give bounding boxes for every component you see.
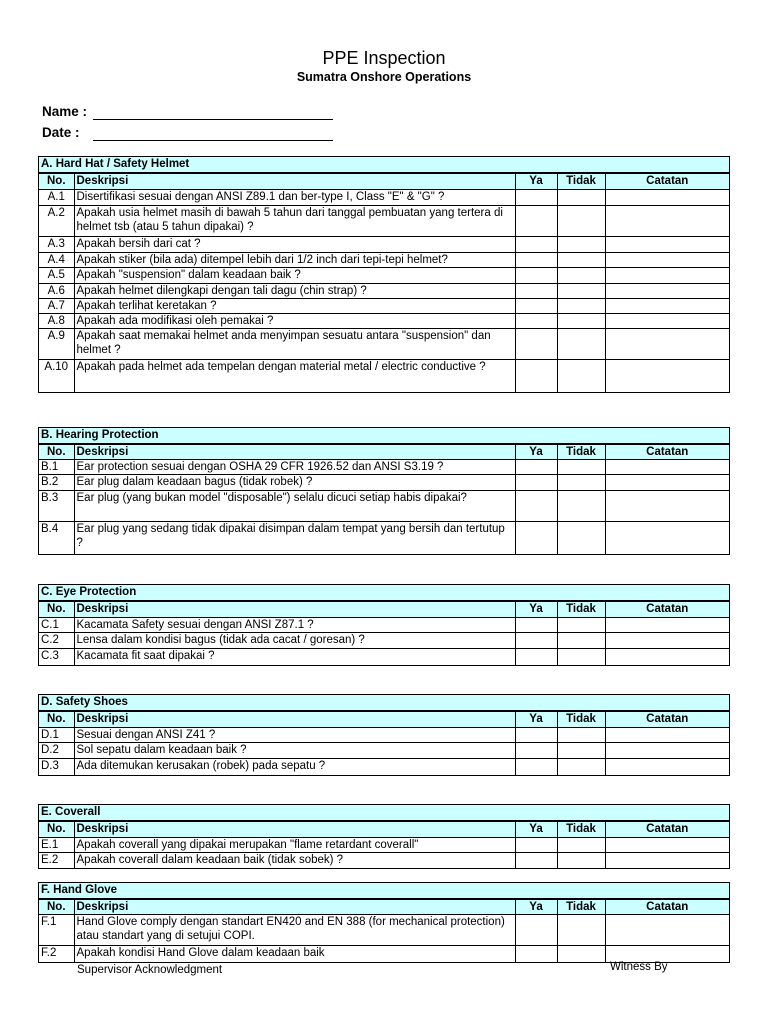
item-number: E.2: [39, 853, 74, 868]
name-line: [93, 119, 333, 120]
item-number: A.6: [39, 284, 74, 299]
item-description: Apakah coverall dalam keadaan baik (tidak sobek) ?: [74, 853, 515, 868]
item-number: B.2: [39, 475, 74, 491]
column-header-catatan: Catatan: [605, 445, 729, 460]
ya-cell[interactable]: [515, 253, 557, 268]
table-row: [39, 284, 729, 299]
item-description: Apakah usia helmet masih di bawah 5 tahun dari tanggal pembuatan yang tertera di helmet tsb (atau 5 tahun dipakai) ?: [74, 206, 515, 237]
section-1: [38, 156, 730, 393]
catatan-cell[interactable]: [605, 743, 729, 759]
item-description: Apakah "suspension" dalam keadaan baik ?: [74, 268, 515, 284]
tidak-cell[interactable]: [557, 491, 605, 522]
ya-cell[interactable]: [515, 314, 557, 329]
section-title: C. Eye Protection: [39, 585, 729, 601]
tidak-cell[interactable]: [557, 190, 605, 206]
ya-cell[interactable]: [515, 284, 557, 299]
witness-by: Witness By: [610, 961, 668, 973]
catatan-cell[interactable]: [605, 475, 729, 491]
tidak-cell[interactable]: [557, 299, 605, 314]
name-field[interactable]: [42, 104, 87, 119]
ya-cell[interactable]: [515, 649, 557, 665]
item-number: D.2: [39, 743, 74, 759]
ya-cell[interactable]: [515, 522, 557, 554]
inspection-table: [39, 899, 729, 962]
item-number: F.1: [39, 915, 74, 946]
ya-cell[interactable]: [515, 360, 557, 392]
date-field[interactable]: [42, 125, 80, 140]
item-description: Apakah ada modifikasi oleh pemakai ?: [74, 314, 515, 329]
ya-cell[interactable]: [515, 329, 557, 360]
section-title: A. Hard Hat / Safety Helmet: [39, 157, 729, 173]
item-number: B.3: [39, 491, 74, 522]
tidak-cell[interactable]: [557, 475, 605, 491]
table-row: [39, 522, 729, 554]
section-title: D. Safety Shoes: [39, 695, 729, 711]
catatan-cell[interactable]: [605, 838, 729, 853]
tidak-cell[interactable]: [557, 237, 605, 253]
ya-cell[interactable]: [515, 190, 557, 206]
catatan-cell[interactable]: [605, 460, 729, 475]
table-row: [39, 946, 729, 962]
catatan-cell[interactable]: [605, 946, 729, 962]
tidak-cell[interactable]: [557, 360, 605, 392]
catatan-cell[interactable]: [605, 190, 729, 206]
column-header-catatan: Catatan: [605, 822, 729, 838]
section-2: [38, 427, 730, 555]
section-title: F. Hand Glove: [39, 883, 729, 899]
ya-cell[interactable]: [515, 728, 557, 743]
item-number: A.1: [39, 190, 74, 206]
item-number: A.5: [39, 268, 74, 284]
ya-cell[interactable]: [515, 915, 557, 946]
item-description: Apakah helmet dilengkapi dengan tali dagu (chin strap) ?: [74, 284, 515, 299]
item-description: Apakah stiker (bila ada) ditempel lebih dari 1/2 inch dari tepi-tepi helmet?: [74, 253, 515, 268]
column-header-desc: Deskripsi: [74, 712, 515, 728]
column-header-ya: Ya: [515, 822, 557, 838]
tidak-cell[interactable]: [557, 946, 605, 962]
inspection-table: [39, 601, 729, 665]
tidak-cell[interactable]: [557, 618, 605, 633]
section-4: [38, 694, 730, 776]
table-header-row: [39, 900, 729, 915]
catatan-cell[interactable]: [605, 329, 729, 360]
tidak-cell[interactable]: [557, 206, 605, 237]
table-row: [39, 633, 729, 649]
catatan-cell[interactable]: [605, 728, 729, 743]
table-row: [39, 491, 729, 522]
column-header-ya: Ya: [515, 900, 557, 915]
table-header-row: [39, 712, 729, 728]
table-row: [39, 649, 729, 665]
item-description: Kacamata Safety sesuai dengan ANSI Z87.1 ?: [74, 618, 515, 633]
table-header-row: [39, 445, 729, 460]
item-description: Hand Glove comply dengan standart EN420 and EN 388 (for mechanical protection) atau standart yang di setujui COPI.: [74, 915, 515, 946]
date-label: Date :: [42, 125, 80, 140]
table-row: [39, 299, 729, 314]
name-label: Name :: [42, 104, 88, 119]
section-3: [38, 584, 730, 666]
catatan-cell[interactable]: [605, 759, 729, 775]
column-header-no: No.: [39, 900, 74, 915]
tidak-cell[interactable]: [557, 268, 605, 284]
column-header-no: No.: [39, 174, 74, 190]
item-number: C.3: [39, 649, 74, 665]
tidak-cell[interactable]: [557, 915, 605, 946]
ya-cell[interactable]: [515, 268, 557, 284]
ya-cell[interactable]: [515, 618, 557, 633]
ya-cell[interactable]: [515, 491, 557, 522]
item-number: C.1: [39, 618, 74, 633]
table-row: [39, 237, 729, 253]
item-description: Disertifikasi sesuai dengan ANSI Z89.1 dan ber-type I, Class "E" & "G" ?: [74, 190, 515, 206]
item-number: A.3: [39, 237, 74, 253]
table-row: [39, 618, 729, 633]
column-header-desc: Deskripsi: [74, 174, 515, 190]
item-number: A.7: [39, 299, 74, 314]
section-title: E. Coverall: [39, 805, 729, 821]
catatan-cell[interactable]: [605, 284, 729, 299]
table-row: [39, 475, 729, 491]
table-row: [39, 206, 729, 237]
tidak-cell[interactable]: [557, 314, 605, 329]
date-line: [93, 140, 333, 141]
tidak-cell[interactable]: [557, 460, 605, 475]
table-row: [39, 838, 729, 853]
catatan-cell[interactable]: [605, 853, 729, 868]
column-header-tidak: Tidak: [557, 822, 605, 838]
table-row: [39, 314, 729, 329]
catatan-cell[interactable]: [605, 618, 729, 633]
catatan-cell[interactable]: [605, 633, 729, 649]
page-subtitle: Sumatra Onshore Operations: [296, 70, 472, 84]
table-row: [39, 460, 729, 475]
page-title: PPE Inspection: [322, 48, 446, 68]
inspection-table: [39, 711, 729, 775]
item-description: Apakah bersih dari cat ?: [74, 237, 515, 253]
supervisor-acknowledgment: Supervisor Acknowledgment: [77, 964, 223, 976]
tidak-cell[interactable]: [557, 728, 605, 743]
column-header-tidak: Tidak: [557, 900, 605, 915]
ya-cell[interactable]: [515, 237, 557, 253]
tidak-cell[interactable]: [557, 853, 605, 868]
item-number: B.1: [39, 460, 74, 475]
column-header-ya: Ya: [515, 602, 557, 618]
tidak-cell[interactable]: [557, 522, 605, 554]
catatan-cell[interactable]: [605, 522, 729, 554]
item-description: Ear plug yang sedang tidak dipakai disimpan dalam tempat yang bersih dan tertutup ?: [74, 522, 515, 554]
column-header-desc: Deskripsi: [74, 602, 515, 618]
item-description: Apakah pada helmet ada tempelan dengan material metal / electric conductive ?: [74, 360, 515, 392]
table-row: [39, 268, 729, 284]
column-header-ya: Ya: [515, 445, 557, 460]
item-description: Ear plug (yang bukan model "disposable") selalu dicuci setiap habis dipakai?: [74, 491, 515, 522]
column-header-desc: Deskripsi: [74, 822, 515, 838]
column-header-no: No.: [39, 822, 74, 838]
inspection-table: [39, 173, 729, 392]
column-header-catatan: Catatan: [605, 602, 729, 618]
section-6: [38, 882, 730, 963]
tidak-cell[interactable]: [557, 649, 605, 665]
column-header-tidak: Tidak: [557, 712, 605, 728]
item-description: Apakah saat memakai helmet anda menyimpan sesuatu antara "suspension" dan helmet ?: [74, 329, 515, 360]
tidak-cell[interactable]: [557, 329, 605, 360]
tidak-cell[interactable]: [557, 284, 605, 299]
catatan-cell[interactable]: [605, 299, 729, 314]
item-description: Apakah coverall yang dipakai merupakan "flame retardant coverall": [74, 838, 515, 853]
column-header-ya: Ya: [515, 174, 557, 190]
table-row: [39, 743, 729, 759]
ya-cell[interactable]: [515, 759, 557, 775]
ya-cell[interactable]: [515, 633, 557, 649]
item-number: A.9: [39, 329, 74, 360]
column-header-tidak: Tidak: [557, 445, 605, 460]
catatan-cell[interactable]: [605, 253, 729, 268]
item-description: Ada ditemukan kerusakan (robek) pada sepatu ?: [74, 759, 515, 775]
catatan-cell[interactable]: [605, 649, 729, 665]
ya-cell[interactable]: [515, 475, 557, 491]
column-header-catatan: Catatan: [605, 174, 729, 190]
item-number: A.4: [39, 253, 74, 268]
section-5: [38, 804, 730, 869]
item-number: F.2: [39, 946, 74, 962]
table-header-row: [39, 602, 729, 618]
column-header-catatan: Catatan: [605, 900, 729, 915]
tidak-cell[interactable]: [557, 838, 605, 853]
catatan-cell[interactable]: [605, 314, 729, 329]
item-number: B.4: [39, 522, 74, 554]
column-header-desc: Deskripsi: [74, 445, 515, 460]
column-header-no: No.: [39, 602, 74, 618]
column-header-catatan: Catatan: [605, 712, 729, 728]
ya-cell[interactable]: [515, 743, 557, 759]
table-row: [39, 915, 729, 946]
ya-cell[interactable]: [515, 206, 557, 237]
catatan-cell[interactable]: [605, 915, 729, 946]
table-row: [39, 728, 729, 743]
column-header-desc: Deskripsi: [74, 900, 515, 915]
table-row: [39, 253, 729, 268]
column-header-tidak: Tidak: [557, 602, 605, 618]
ya-cell[interactable]: [515, 946, 557, 962]
item-number: C.2: [39, 633, 74, 649]
item-description: Ear plug dalam keadaan bagus (tidak robek) ?: [74, 475, 515, 491]
item-description: Kacamata fit saat dipakai ?: [74, 649, 515, 665]
table-header-row: [39, 174, 729, 190]
item-description: Apakah kondisi Hand Glove dalam keadaan baik: [74, 946, 515, 962]
item-number: A.2: [39, 206, 74, 237]
tidak-cell[interactable]: [557, 253, 605, 268]
section-title: B. Hearing Protection: [39, 428, 729, 444]
ya-cell[interactable]: [515, 853, 557, 868]
table-header-row: [39, 822, 729, 838]
catatan-cell[interactable]: [605, 206, 729, 237]
item-description: Sesuai dengan ANSI Z41 ?: [74, 728, 515, 743]
inspection-table: [39, 821, 729, 868]
inspection-table: [39, 444, 729, 554]
ya-cell[interactable]: [515, 299, 557, 314]
item-number: D.3: [39, 759, 74, 775]
item-description: Apakah terlihat keretakan ?: [74, 299, 515, 314]
ya-cell[interactable]: [515, 838, 557, 853]
table-row: [39, 329, 729, 360]
column-header-ya: Ya: [515, 712, 557, 728]
item-number: A.8: [39, 314, 74, 329]
table-row: [39, 853, 729, 868]
item-description: Sol sepatu dalam keadaan baik ?: [74, 743, 515, 759]
item-number: A.10: [39, 360, 74, 392]
table-row: [39, 759, 729, 775]
catatan-cell[interactable]: [605, 237, 729, 253]
item-number: D.1: [39, 728, 74, 743]
item-number: E.1: [39, 838, 74, 853]
column-header-no: No.: [39, 712, 74, 728]
table-row: [39, 360, 729, 392]
catatan-cell[interactable]: [605, 360, 729, 392]
column-header-no: No.: [39, 445, 74, 460]
tidak-cell[interactable]: [557, 759, 605, 775]
column-header-tidak: Tidak: [557, 174, 605, 190]
table-row: [39, 190, 729, 206]
catatan-cell[interactable]: [605, 491, 729, 522]
catatan-cell[interactable]: [605, 268, 729, 284]
tidak-cell[interactable]: [557, 743, 605, 759]
tidak-cell[interactable]: [557, 633, 605, 649]
item-description: Ear protection sesuai dengan OSHA 29 CFR 1926.52 dan ANSI S3.19 ?: [74, 460, 515, 475]
item-description: Lensa dalam kondisi bagus (tidak ada cacat / goresan) ?: [74, 633, 515, 649]
ya-cell[interactable]: [515, 460, 557, 475]
